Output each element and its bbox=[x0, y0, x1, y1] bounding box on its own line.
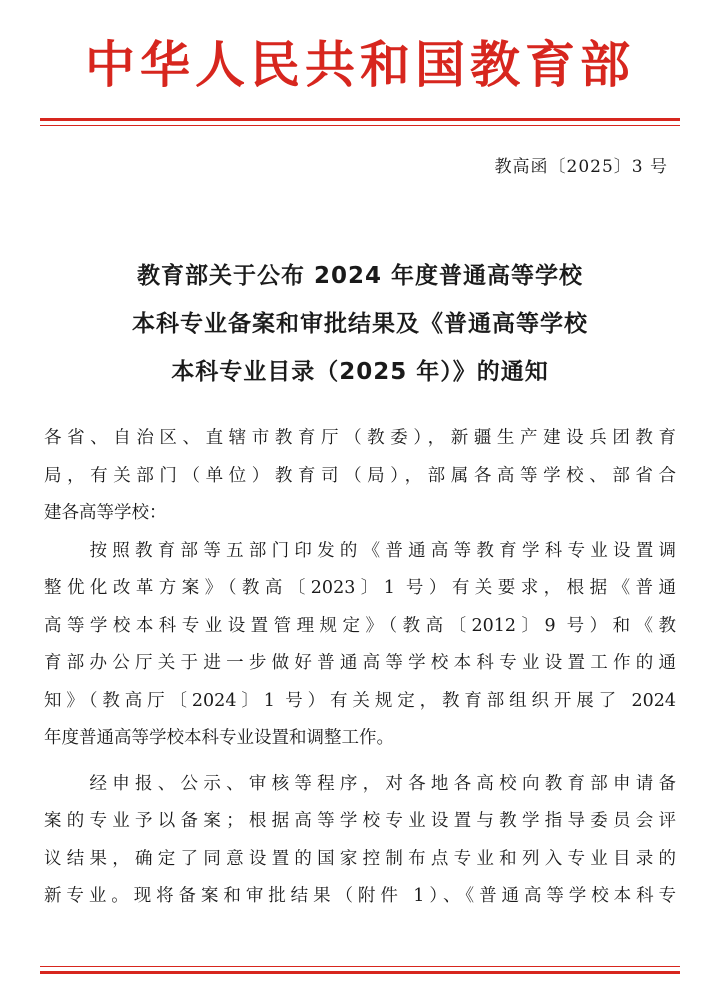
body-line: 高等学校本科专业设置管理规定》（教高〔2012〕9 号）和《教 bbox=[44, 615, 676, 636]
issuer-header-title: 中华人民共和国教育部 bbox=[85, 35, 635, 94]
paragraph-spacer bbox=[44, 758, 676, 766]
document-body bbox=[44, 420, 676, 916]
document-title bbox=[40, 252, 680, 396]
body-line: 经申报、公示、审核等程序，对各地各高校向教育部申请备 bbox=[44, 773, 676, 794]
title-line: 本科专业备案和审批结果及《普通高等学校 bbox=[132, 311, 588, 337]
body-line: 整优化改革方案》（教高〔2023〕1 号）有关要求，根据《普通 bbox=[44, 578, 676, 598]
document-number: 教高函〔2025〕3 号 bbox=[494, 157, 668, 177]
paragraph-2 bbox=[44, 766, 676, 916]
body-line: 局，有关部门（单位）教育司（局），部属各高等学校、部省合 bbox=[44, 465, 676, 486]
title-line: 教育部关于公布 2024 年度普通高等学校 bbox=[136, 263, 584, 289]
body-line: 年度普通高等学校本科专业设置和调整工作。 bbox=[44, 728, 394, 748]
body-line: 建各高等学校： bbox=[44, 503, 167, 523]
footer-red-rule-thick bbox=[40, 971, 680, 974]
paragraph-1 bbox=[44, 533, 676, 758]
body-line: 知》（教高厅〔2024〕1 号）有关规定，教育部组织开展了 2024 bbox=[44, 690, 676, 711]
salutation bbox=[44, 420, 676, 533]
body-line: 按照教育部等五部门印发的《普通高等教育学科专业设置调 bbox=[44, 540, 676, 561]
body-line: 各省、自治区、直辖市教育厅（教委），新疆生产建设兵团教育 bbox=[44, 428, 676, 448]
footer-red-rule-thin bbox=[40, 966, 680, 967]
body-line: 育部办公厅关于进一步做好普通高等学校本科专业设置工作的通 bbox=[44, 653, 676, 673]
body-line: 案的专业予以备案；根据高等学校专业设置与教学指导委员会评 bbox=[44, 811, 676, 831]
body-line: 新专业。现将备案和审批结果（附件 1）、《普通高等学校本科专 bbox=[44, 886, 676, 906]
title-line: 本科专业目录（2025 年）》的通知 bbox=[171, 359, 549, 385]
header-red-rule-thin bbox=[40, 125, 680, 126]
header-red-rule-thick bbox=[40, 118, 680, 121]
body-line: 议结果，确定了同意设置的国家控制布点专业和列入专业目录的 bbox=[44, 848, 676, 869]
